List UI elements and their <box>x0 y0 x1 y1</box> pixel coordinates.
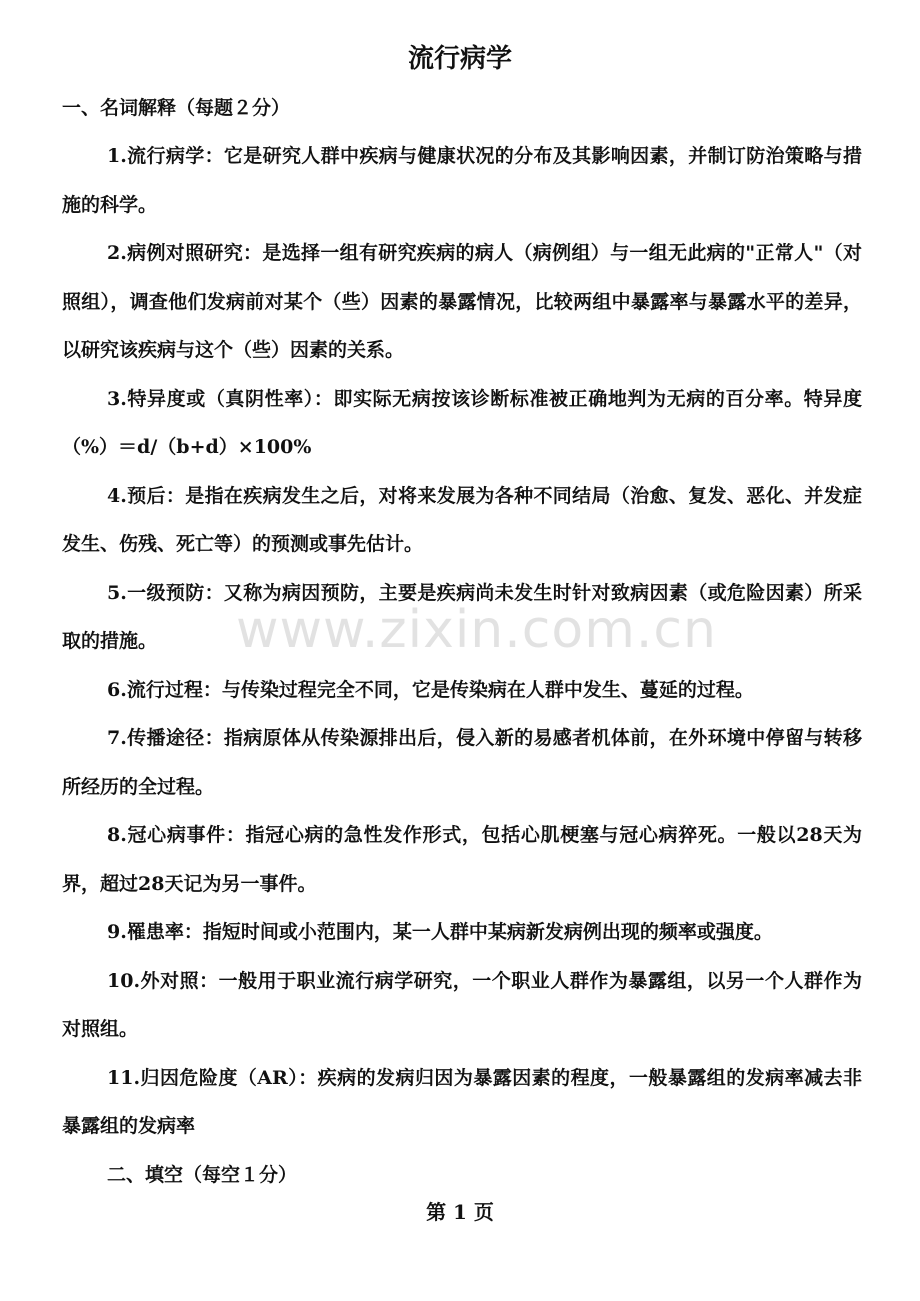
term-definition-7: 7.传播途径：指病原体从传染源排出后，侵入新的易感者机体前，在外环境中停留与转移所经历的全过程。 <box>62 727 862 798</box>
term-definition-5: 5.一级预防：又称为病因预防，主要是疾病尚未发生时针对致病因素（或危险因素）所采取的措施。 <box>62 581 862 652</box>
term-definition-8: 8.冠心病事件：指冠心病的急性发作形式，包括心肌梗塞与冠心病猝死。一般以28天为界，超过28天记为另一事件。 <box>62 824 862 895</box>
page-number: 第 1 页 <box>426 1200 494 1224</box>
content-body <box>62 84 862 1199</box>
term-definition-3: 3.特异度或（真阴性率）：即实际无病按该诊断标准被正确地判为无病的百分率。特异度（%）＝d/（b+d）×100% <box>62 387 862 458</box>
section-heading-2: 二、填空（每空１分） <box>107 1163 298 1186</box>
term-definition-10: 10.外对照：一般用于职业流行病学研究，一个职业人群作为暴露组，以另一个人群作为对照组。 <box>62 969 862 1040</box>
term-definition-11: 11.归因危险度（AR）：疾病的发病归因为暴露因素的程度，一般暴露组的发病率减去非暴露组的发病率 <box>62 1066 862 1137</box>
watermark: www.zixin.com.cn <box>236 600 717 660</box>
section-heading-1: 一、名词解释（每题２分） <box>62 97 291 119</box>
term-definition-1: 1.流行病学：它是研究人群中疾病与健康状况的分布及其影响因素，并制订防治策略与措施的科学。 <box>62 145 862 216</box>
term-definition-9: 9.罹患率：指短时间或小范围内，某一人群中某病新发病例出现的频率或强度。 <box>107 921 773 943</box>
term-definition-4: 4.预后：是指在疾病发生之后，对将来发展为各种不同结局（治愈、复发、恶化、并发症发生、伤残、死亡等）的预测或事先估计。 <box>62 484 862 555</box>
term-definition-2: 2.病例对照研究：是选择一组有研究疾病的病人（病例组）与一组无此病的"正常人"（对照组），调查他们发病前对某个（些）因素的暴露情况，比较两组中暴露率与暴露水平的差异，以研究该疾病与这个（些）因素的关系。 <box>62 242 862 361</box>
page-title: 流行病学 <box>407 44 512 74</box>
term-definition-6: 6.流行过程：与传染过程完全不同，它是传染病在人群中发生、蔓延的过程。 <box>107 678 754 701</box>
